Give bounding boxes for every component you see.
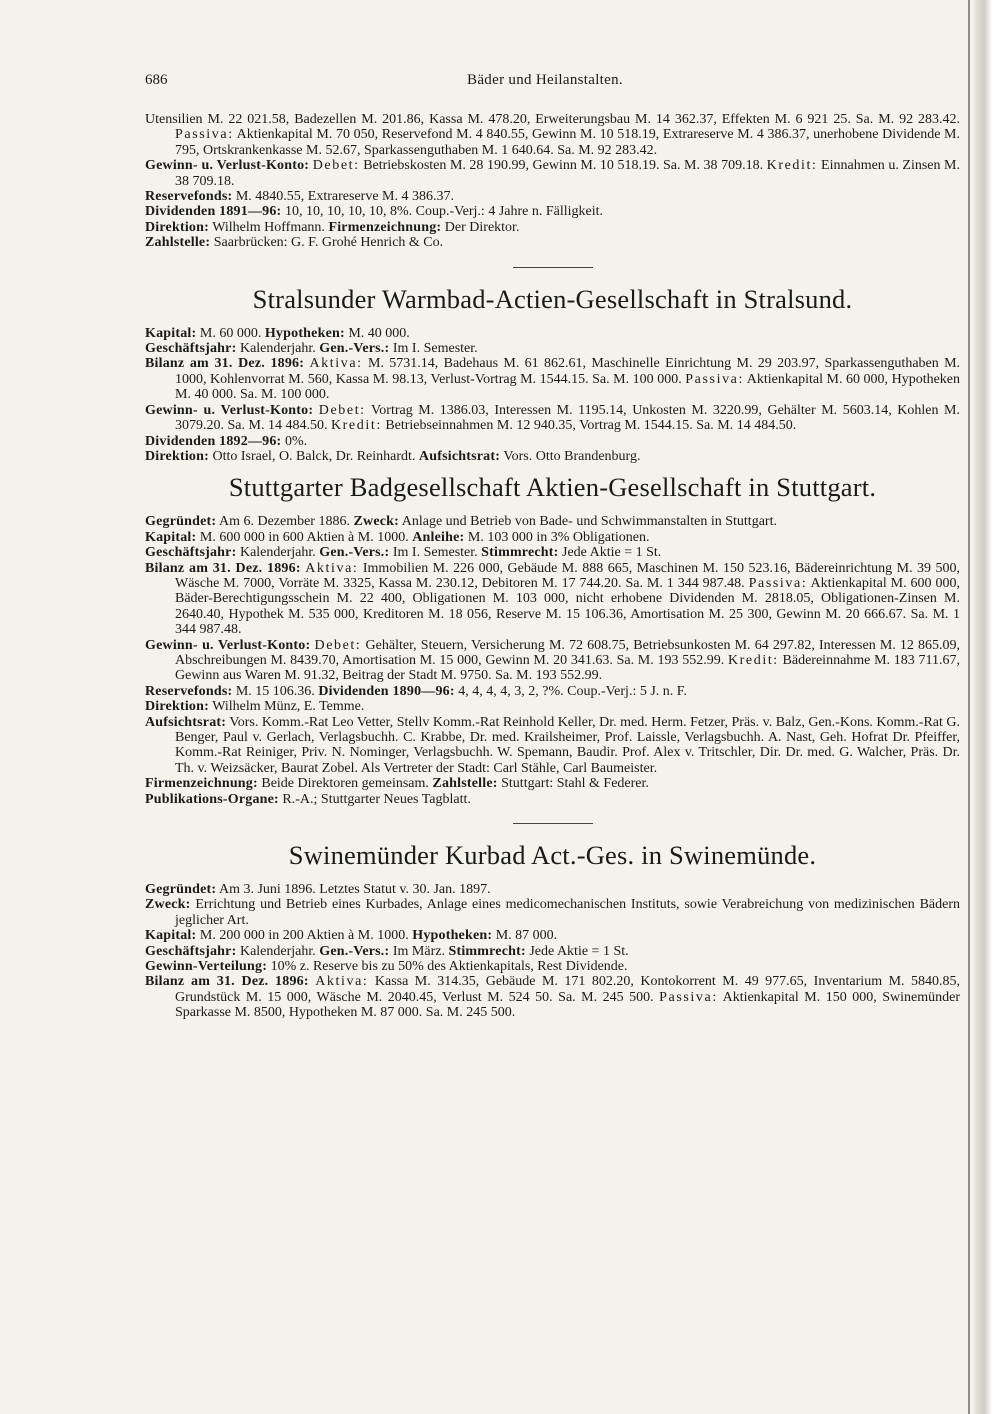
kapital: Kapital: M. 60 000. Hypotheken: M. 40 000.	[145, 325, 410, 341]
page-content	[145, 112, 960, 1021]
section-continuation	[145, 112, 960, 251]
gegruendet: Gegründet: Am 3. Juni 1896. Letztes Statut v. 30. Jan. 1897.	[145, 882, 491, 898]
dividenden: Dividenden 1891—96: 10, 10, 10, 10, 10, 8%. Coup.-Verj.: 4 Jahre n. Fälligkeit.	[145, 204, 604, 220]
direktion: Direktion: Wilhelm Hoffmann. Firmenzeichnung: Der Direktor.	[145, 219, 520, 235]
running-title: Bäder und Heilanstalten.	[467, 72, 623, 88]
geschaeftsjahr: Geschäftsjahr: Kalenderjahr. Gen.-Vers.: Im I. Semester.	[145, 341, 478, 357]
direktion: Direktion: Wilhelm Münz, E. Temme.	[145, 699, 365, 715]
gewinn-verteilung: Gewinn-Verteilung: 10% z. Reserve bis zu 50% des Aktienkapitals, Rest Dividende.	[145, 959, 628, 975]
section-separator	[513, 823, 593, 824]
company-title: Swinemünder Kurbad Act.-Ges. in Swinemünde.	[288, 840, 817, 871]
page-header	[145, 72, 945, 96]
page-number: 686	[145, 72, 168, 88]
dividenden: Dividenden 1892—96: 0%.	[145, 433, 308, 449]
firmenzeichnung: Firmenzeichnung: Beide Direktoren gemeinsam. Zahlstelle: Stuttgart: Stahl & Federer.	[145, 776, 649, 792]
gewinn-verlust-konto: Gewinn- u. Verlust-Konto: Debet: Betriebskosten M. 28 190.99, Gewinn M. 10 518.19. Sa. M. 38 709.18. Kredit: Einnahmen u. Zinsen M. 38 709.18.	[145, 158, 960, 189]
binding-edge	[968, 0, 970, 1414]
gegruendet: Gegründet: Am 6. Dezember 1886. Zweck: Anlage und Betrieb von Bade- und Schwimmanstalten in Stuttgart.	[145, 514, 777, 530]
section-swinemuende	[145, 838, 960, 1021]
company-title: Stuttgarter Badgesellschaft Aktien-Gesellschaft in Stuttgart.	[228, 472, 877, 503]
gewinn-verlust-konto: Gewinn- u. Verlust-Konto: Debet: Gehälter, Steuern, Versicherung M. 72 608.75, Betriebsunkosten M. 64 297.82, Interessen M. 12 865.09, Abschreibungen M. 8439.70, Amortisation M. 15 000, Gewinn M. 20 341.63. Sa. M. 193 552.99. Kredit: Bädereinnahme M. 183 711.67, Gewinn aus Waren M. 91.32, Beitrag der Stadt M. 9750. Sa. M. 193 552.99.	[145, 637, 961, 684]
zahlstelle: Zahlstelle: Saarbrücken: G. F. Grohé Henrich & Co.	[145, 235, 444, 251]
bilanz: Bilanz am 31. Dez. 1896: Aktiva: Kassa M. 314.35, Gebäude M. 171 802.20, Kontokorrent M. 49 977.65, Inventarium M. 5840.85, Grundstück M. 15 000, Wäsche M. 2040.45, Verlust M. 524 50. Sa. M. 245 500. Passiva: Aktienkapital M. 150 000, Swinemünder Sparkasse M. 8500, Hypotheken M. 87 000. Sa. M. 245 500.	[145, 974, 961, 1021]
reservefonds: Reservefonds: M. 15 106.36. Dividenden 1890—96: 4, 4, 4, 4, 3, 2, ?%. Coup.-Verj.: 5 J. n. F.	[145, 683, 687, 699]
zweck: Zweck: Errichtung und Betrieb eines Kurbades, Anlage eines medicomechanischen Instituts, sowie Verabreichung von medizinischen Bädern jeglicher Art.	[145, 897, 961, 928]
geschaeftsjahr: Geschäftsjahr: Kalenderjahr. Gen.-Vers.: Im I. Semester. Stimmrecht: Jede Aktie = 1 St.	[145, 545, 662, 561]
geschaeftsjahr: Geschäftsjahr: Kalenderjahr. Gen.-Vers.: Im März. Stimmrecht: Jede Aktie = 1 St.	[145, 943, 629, 959]
gewinn-verlust-konto: Gewinn- u. Verlust-Konto: Debet: Vortrag M. 1386.03, Interessen M. 1195.14, Unkosten M. 3220.99, Gehälter M. 5603.14, Kohlen M. 3079.20. Sa. M. 14 484.50. Kredit: Betriebseinnahmen M. 12 940.35, Vortrag M. 1544.15. Sa. M. 14 484.50.	[145, 402, 961, 434]
reservefonds: Reservefonds: M. 4840.55, Extrareserve M. 4 386.37.	[145, 189, 454, 205]
section-separator	[513, 267, 593, 268]
publikations-organe: Publikations-Organe: R.-A.; Stuttgarter Neues Tagblatt.	[145, 791, 471, 807]
company-title: Stralsunder Warmbad-Actien-Gesellschaft in Stralsund.	[252, 283, 853, 314]
direktion: Direktion: Otto Israel, O. Balck, Dr. Reinhardt. Aufsichtsrat: Vors. Otto Brandenburg.	[145, 448, 641, 464]
bilanz: Bilanz am 31. Dez. 1896: Aktiva: Immobilien M. 226 000, Gebäude M. 888 665, Maschinen M. 150 523.16, Bädereinrichtung M. 39 500, Wäsche M. 7000, Vorräte M. 3325, Kassa M. 230.12, Debitoren M. 17 744.20. Sa. M. 1 344 987.48. Passiva: Aktienkapital M. 600 000, Bäder-Berechtigungsschein M. 22 400, Obligationen M. 103 000, nicht erhobene Dividenden M. 2818.05, Obligationen-Zinsen M. 2640.40, Hypothek M. 535 000, Kreditoren M. 18 056, Reserve M. 15 106.36, Amortisation M. 25 300, Gewinn M. 20 666.67. Sa. M. 1 344 987.48.	[145, 560, 961, 638]
kapital: Kapital: M. 600 000 in 600 Aktien à M. 1000. Anleihe: M. 103 000 in 3% Obligationen.	[145, 529, 650, 545]
kapital: Kapital: M. 200 000 in 200 Aktien à M. 1000. Hypotheken: M. 87 000.	[145, 928, 558, 944]
section-stralsund	[145, 282, 960, 465]
bilanz: Bilanz am 31. Dez. 1896: Aktiva: M. 5731.14, Badehaus M. 61 862.61, Maschinelle Einrichtung M. 29 203.97, Sparkassenguthaben M. 1000, Kohlenvorrat M. 560, Kassa M. 98.13, Verlust-Vortrag M. 1544.15. Sa. M. 100 000. Passiva: Aktienkapital M. 60 000, Hypotheken M. 40 000. Sa. M. 100 000.	[145, 356, 961, 403]
page-edge	[974, 0, 1000, 1414]
aufsichtsrat: Aufsichtsrat: Vors. Komm.-Rat Leo Vetter, Stellv Komm.-Rat Reinhold Keller, Dr. med. Herm. Fetzer, Präs. v. Balz, Gen.-Kons. Komm.-Rat G. Benger, Paul v. Gerlach, Verlagsbuchh. C. Krabbe, Dr. med. Krailsheimer, Prof. Laissle, Verlagsbuchh. A. Nast, Geh. Hofrat Dr. Pfeiffer, Komm.-Rat Reiniger, Priv. N. Nominger, Verlagsbuchh. W. Spemann, Baudir. Prof. Alex v. Tritschler, Dir. Dr. med. G. Walcher, Präs. Dr. Th. v. Weizsäcker, Baurat Zobel. Als Vertreter der Stadt: Carl Stähle, Carl Baumeister.	[145, 714, 961, 776]
bilanz-continuation: Utensilien M. 22 021.58, Badezellen M. 201.86, Kassa M. 478.20, Erweiterungsbau M. 14 362.37, Effekten M. 6 921 25. Sa. M. 92 283.42. Passiva: Aktienkapital M. 70 050, Reservefond M. 4 840.55, Gewinn M. 10 518.19, Extrareserve M. 4 386.37, unerhobene Dividende M. 795, Ortskrankenkasse M. 52.67, Sparkassenguthaben M. 1 640.64. Sa. M. 92 283.42.	[145, 112, 960, 158]
section-stuttgart	[145, 470, 960, 807]
